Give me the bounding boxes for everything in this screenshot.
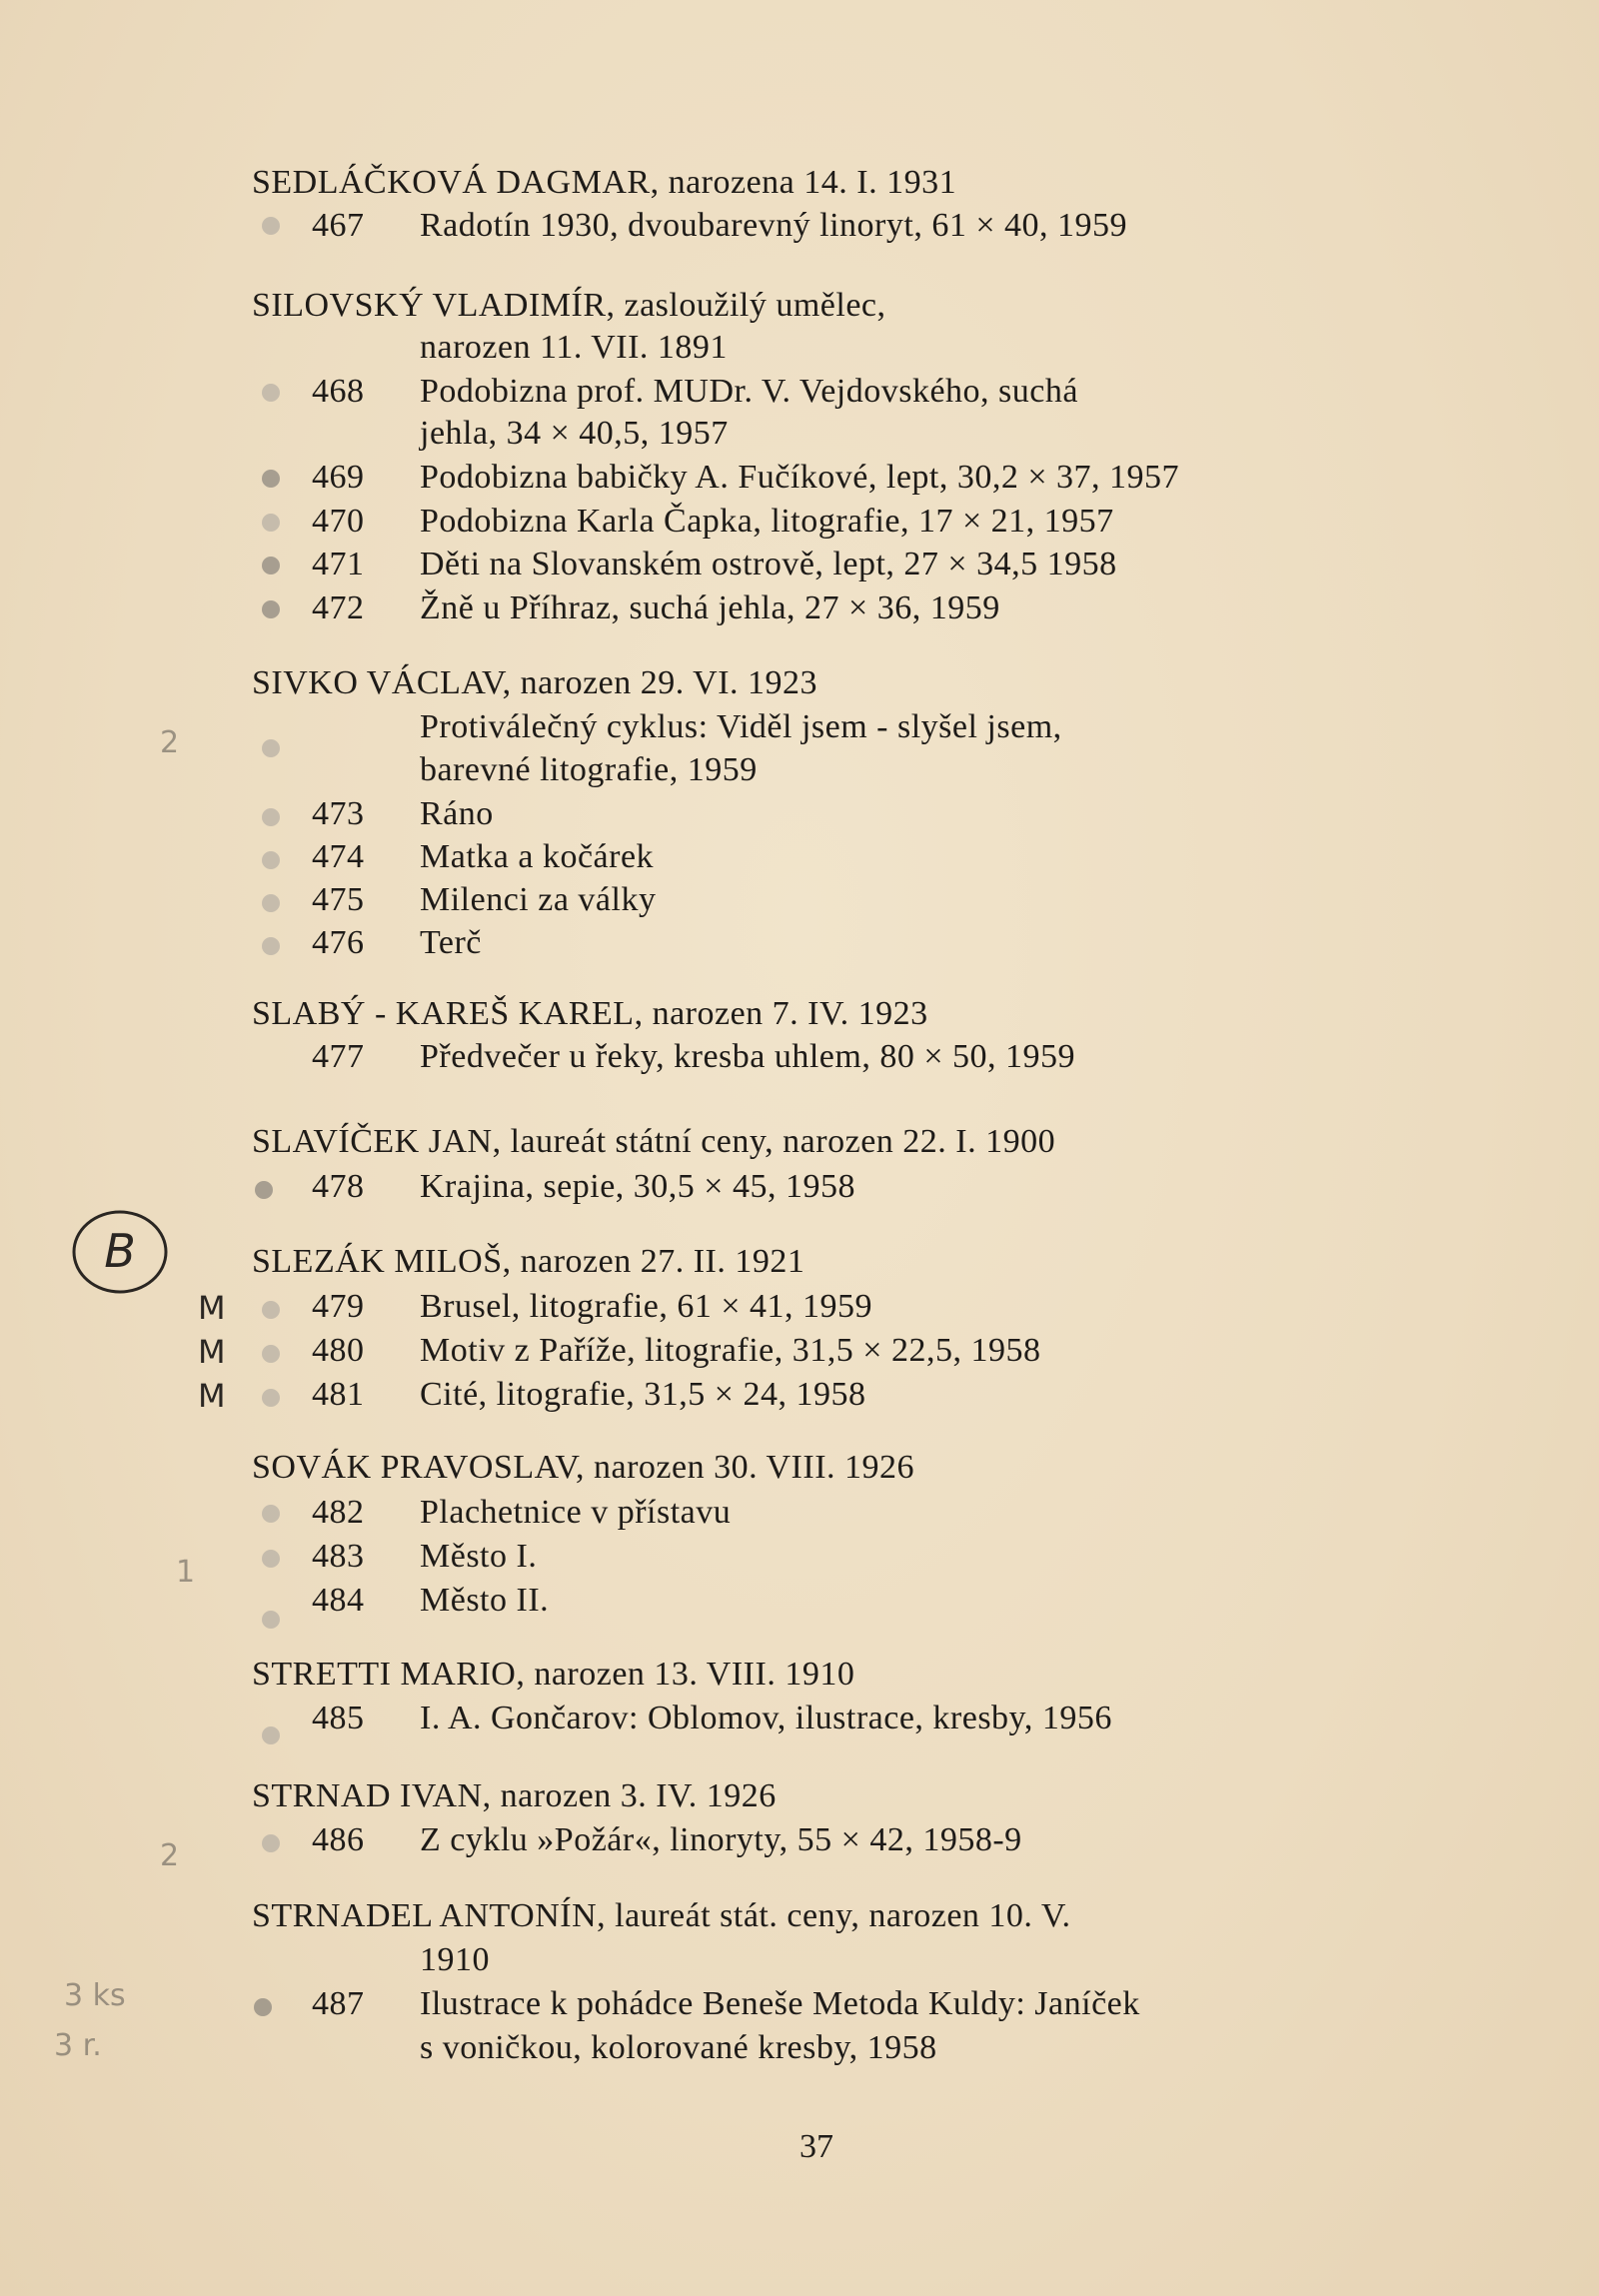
item-text: I. A. Gončarov: Oblomov, ilustrace, kresby, 1956: [420, 1700, 1112, 1736]
entry-heading: STRETTI MARIO, narozen 13. VIII. 1910: [252, 1656, 855, 1693]
entry-heading-cont: 1910: [420, 1941, 490, 1978]
item-text: Děti na Slovanském ostrově, lept, 27 × 34,5 1958: [420, 546, 1117, 582]
margin-dot: [262, 808, 280, 826]
margin-dot: [262, 217, 280, 235]
item-text: Matka a kočárek: [420, 838, 655, 875]
margin-note: 2: [160, 1838, 180, 1873]
m-mark: M: [198, 1289, 226, 1327]
item-number: 477: [312, 1038, 365, 1075]
item-number: 487: [312, 1985, 365, 2022]
item-number: 478: [312, 1168, 365, 1205]
margin-dot: [262, 1345, 280, 1363]
item-text: Brusel, litografie, 61 × 41, 1959: [420, 1288, 873, 1325]
margin-note: 1: [176, 1555, 196, 1590]
item-number: 467: [312, 207, 365, 244]
margin-dot: [262, 470, 280, 488]
item-number: 476: [312, 924, 365, 961]
entry-heading-cont: narozen 11. VII. 1891: [420, 329, 728, 366]
margin-dot: [262, 1389, 280, 1407]
item-text: Město II.: [420, 1582, 550, 1619]
item-text: Cité, litografie, 31,5 × 24, 1958: [420, 1376, 866, 1413]
margin-dot: [262, 514, 280, 532]
item-text: Podobizna babičky A. Fučíkové, lept, 30,2 × 37, 1957: [420, 459, 1180, 496]
item-text: Ráno: [420, 795, 494, 832]
entry-heading: STRNADEL ANTONÍN, laureát stát. ceny, narozen 10. V.: [252, 1897, 1071, 1934]
margin-dot: [262, 851, 280, 869]
item-text: Podobizna prof. MUDr. V. Vejdovského, suchá: [420, 373, 1078, 410]
margin-dot: [262, 600, 280, 618]
margin-dot: [255, 1181, 273, 1199]
margin-dot: [262, 557, 280, 574]
item-number: 468: [312, 373, 365, 410]
stamp-letter: B: [104, 1224, 136, 1278]
item-number: 474: [312, 838, 365, 875]
item-text: Podobizna Karla Čapka, litografie, 17 × 21, 1957: [420, 503, 1114, 540]
entry-heading: SLAVÍČEK JAN, laureát státní ceny, narozen 22. I. 1900: [252, 1123, 1056, 1160]
cycle-title: Protiválečný cyklus: Viděl jsem - slyšel jsem,: [420, 708, 1062, 745]
margin-note: 2: [160, 725, 180, 760]
item-number: 472: [312, 589, 365, 626]
item-number: 484: [312, 1582, 365, 1619]
margin-dot: [254, 1998, 272, 2016]
item-text: Žně u Příhraz, suchá jehla, 27 × 36, 1959: [420, 589, 1000, 626]
item-number: 479: [312, 1288, 365, 1325]
item-number: 481: [312, 1376, 365, 1413]
item-number: 475: [312, 881, 365, 918]
item-text: Z cyklu »Požár«, linoryty, 55 × 42, 1958-9: [420, 1821, 1022, 1858]
margin-dot: [262, 384, 280, 402]
margin-dot: [262, 1550, 280, 1568]
margin-note: 3 r.: [54, 2028, 102, 2063]
item-text: Radotín 1930, dvoubarevný linoryt, 61 × 40, 1959: [420, 207, 1128, 244]
item-number: 483: [312, 1538, 365, 1575]
item-number: 485: [312, 1700, 365, 1736]
entry-heading: SIVKO VÁCLAV, narozen 29. VI. 1923: [252, 664, 818, 701]
item-text-cont: jehla, 34 × 40,5, 1957: [420, 415, 729, 452]
item-text: Motiv z Paříže, litografie, 31,5 × 22,5, 1958: [420, 1332, 1041, 1369]
margin-dot: [262, 1834, 280, 1852]
entry-heading: SLABÝ - KAREŠ KAREL, narozen 7. IV. 1923: [252, 995, 928, 1032]
margin-dot: [262, 1301, 280, 1319]
item-number: 473: [312, 795, 365, 832]
entry-heading: SEDLÁČKOVÁ DAGMAR, narozena 14. I. 1931: [252, 164, 957, 201]
item-text: Plachetnice v přístavu: [420, 1494, 732, 1531]
item-text: Předvečer u řeky, kresba uhlem, 80 × 50, 1959: [420, 1038, 1076, 1075]
cycle-title-cont: barevné litografie, 1959: [420, 751, 758, 788]
margin-dot: [262, 937, 280, 955]
item-text: Město I.: [420, 1538, 538, 1575]
margin-dot: [262, 1611, 280, 1629]
item-number: 486: [312, 1821, 365, 1858]
item-number: 480: [312, 1332, 365, 1369]
item-text: Terč: [420, 924, 482, 961]
item-number: 471: [312, 546, 365, 582]
page-number: 37: [800, 2128, 833, 2165]
entry-heading: STRNAD IVAN, narozen 3. IV. 1926: [252, 1777, 777, 1814]
m-mark: M: [198, 1377, 226, 1415]
item-text: Krajina, sepie, 30,5 × 45, 1958: [420, 1168, 855, 1205]
item-text: Ilustrace k pohádce Beneše Metoda Kuldy: Janíček: [420, 1985, 1140, 2022]
margin-dot: [262, 894, 280, 912]
item-number: 470: [312, 503, 365, 540]
entry-heading: SILOVSKÝ VLADIMÍR, zasloužilý umělec,: [252, 287, 886, 324]
b-stamp-icon: [70, 1207, 170, 1297]
item-number: 482: [312, 1494, 365, 1531]
item-text-cont: s voničkou, kolorované kresby, 1958: [420, 2029, 937, 2066]
entry-heading: SLEZÁK MILOŠ, narozen 27. II. 1921: [252, 1243, 805, 1280]
m-mark: M: [198, 1333, 226, 1371]
margin-dot: [262, 1726, 280, 1744]
item-text: Milenci za války: [420, 881, 657, 918]
entry-heading: SOVÁK PRAVOSLAV, narozen 30. VIII. 1926: [252, 1449, 915, 1486]
margin-dot: [262, 739, 280, 757]
margin-note: 3 ks: [64, 1978, 126, 2013]
margin-dot: [262, 1505, 280, 1523]
item-number: 469: [312, 459, 365, 496]
